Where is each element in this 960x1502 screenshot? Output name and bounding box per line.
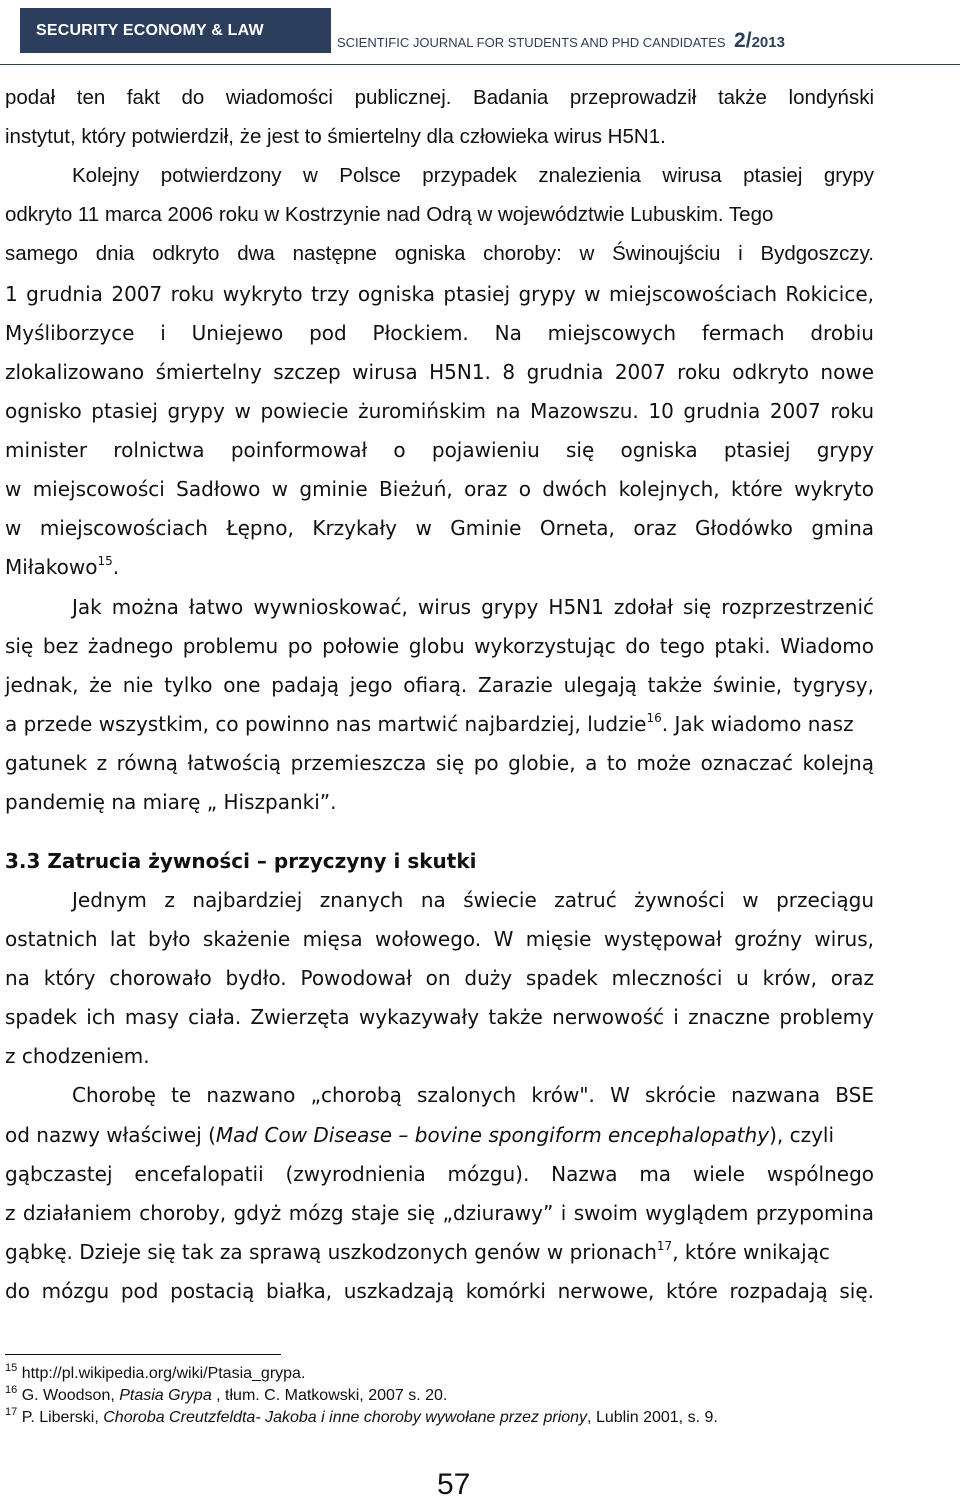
body-line: a przede wszystkim, co powinno nas martwić najbardziej, ludzie$^{16}$. Jak wiadomo nasz (5, 711, 854, 736)
body-line: gąbczastej encefalopatii (zwyrodnienia mózgu). Nazwa ma wiele wspólnego (5, 1162, 874, 1186)
footnote-ref: 17 (656, 1239, 673, 1253)
body-line: Myśliborzyce i Uniejewo pod Płockiem. Na miejscowych fermach drobiu (5, 321, 874, 345)
footnote-ref: 16 (646, 711, 662, 725)
footnote-number: 15 (5, 1362, 18, 1374)
body-line: w miejscowości Sadłowo w gminie Bieżuń, oraz o dwóch kolejnych, które wykryto (5, 477, 874, 501)
body-line: z działaniem choroby, gdyż mózg staje się „dziurawy” i swoim wyglądem przypomina (5, 1201, 874, 1225)
body-line: instytut, który potwierdził, że jest to śmiertelny dla człowieka wirus H5N1. (5, 125, 666, 148)
journal-title (337, 29, 785, 53)
body-line: Chorobę te nazwano „chorobą szalonych krów". W skrócie nazwana BSE (72, 1083, 874, 1107)
body-line: Jednym z najbardziej znanych na świecie zatruć żywności w przeciągu (72, 888, 874, 912)
footnote-link[interactable]: http://pl.wikipedia.org/wiki/Ptasia_grypa. (21, 1365, 306, 1382)
footnote (5, 1364, 305, 1384)
page-number: 57 (437, 1468, 471, 1501)
footnote-separator (5, 1354, 281, 1355)
page-header (0, 0, 960, 66)
body-line: jednak, że nie tylko one padają jego ofiarą. Zarazie ulegają także świnie, tygrysy, (5, 673, 874, 697)
body-line: podał ten fakt do wiadomości publicznej. Badania przeprowadził także londyński (5, 86, 874, 109)
body-line: odkryto 11 marca 2006 roku w Kostrzynie nad Odrą w województwie Lubuskim. Tego (5, 203, 774, 226)
body-line: od nazwy właściwej (Mad Cow Disease – bovine spongiform encephalopathy), czyli (5, 1123, 835, 1147)
body-line: minister rolnictwa poinformował o pojawieniu się ogniska ptasiej grypy (5, 438, 874, 462)
header-divider (0, 64, 960, 65)
journal-subtitle: SCIENTIFIC JOURNAL FOR STUDENTS AND PHD CANDIDATES (337, 35, 726, 50)
issue-year: 2013 (751, 34, 785, 51)
body-line: gatunek z równą łatwością przemieszcza się po globie, a to może oznaczać kolejną (5, 751, 874, 775)
body-line: na który chorowało bydło. Powodował on duży spadek mleczności u krów, oraz (5, 966, 874, 990)
body-line: zlokalizowano śmiertelny szczep wirusa H5N1. 8 grudnia 2007 roku odkryto nowe (5, 360, 874, 384)
footnote-ref: 15 (97, 554, 113, 568)
body-line: ostatnich lat było skażenie mięsa wołowego. W mięsie występował groźny wirus, (5, 927, 874, 951)
body-line: do mózgu pod postacią białka, uszkadzają komórki nerwowe, które rozpadają się. (5, 1279, 874, 1303)
body-line: 1 grudnia 2007 roku wykryto trzy ogniska ptasiej grypy w miejscowościach Rokicice, (5, 282, 874, 306)
body-line: pandemię na miarę „ Hiszpanki”. (5, 790, 337, 814)
body-line: ognisko ptasiej grypy w powiecie żuromińskim na Mazowszu. 10 grudnia 2007 roku (5, 399, 874, 423)
body-line: Miłakowo$^{15}$. (5, 554, 120, 579)
body-line: samego dnia odkryto dwa następne ogniska choroby: w Świnoujściu i Bydgoszczy. (5, 242, 874, 265)
logo-text: SECURITY ECONOMY & LAW (36, 22, 264, 39)
footnote: $^{16}$ G. Woodson, Ptasia Grypa , tłum. C. Matkowski, 2007 s. 20. (5, 1384, 448, 1404)
body-line: gąbkę. Dzieje się tak za sprawą uszkodzonych genów w prionach$^{17}$, które wnikając (5, 1239, 830, 1264)
italic-term: Mad Cow Disease – bovine spongiform encephalopathy (215, 1123, 770, 1147)
body-line: się bez żadnego problemu po połowie globu wykorzystując do tego ptaki. Wiadomo (5, 634, 874, 658)
body-line: Jak można łatwo wywnioskować, wirus grypy H5N1 zdołał się rozprzestrzenić (72, 595, 874, 619)
footnote-number: 16 (5, 1384, 18, 1396)
body-line: Kolejny potwierdzony w Polsce przypadek znalezienia wirusa ptasiej grypy (72, 164, 874, 187)
body-line: spadek ich masy ciała. Zwierzęta wykazywały także nerwowość i znaczne problemy (5, 1005, 874, 1029)
issue-number: 2/ (734, 29, 752, 52)
footnote-number: 17 (5, 1406, 18, 1418)
body-line: z chodzeniem. (5, 1044, 150, 1068)
body-line: w miejscowościach Łępno, Krzykały w Gminie Orneta, oraz Głodówko gmina (5, 516, 874, 540)
footnote: $^{17}$ P. Liberski, Choroba Creutzfeldta- Jakoba i inne choroby wywołane przez priony, Lublin 2001, s. 9. (5, 1406, 718, 1426)
section-heading: 3.3 Zatrucia żywności – przyczyny i skutki (5, 849, 477, 873)
